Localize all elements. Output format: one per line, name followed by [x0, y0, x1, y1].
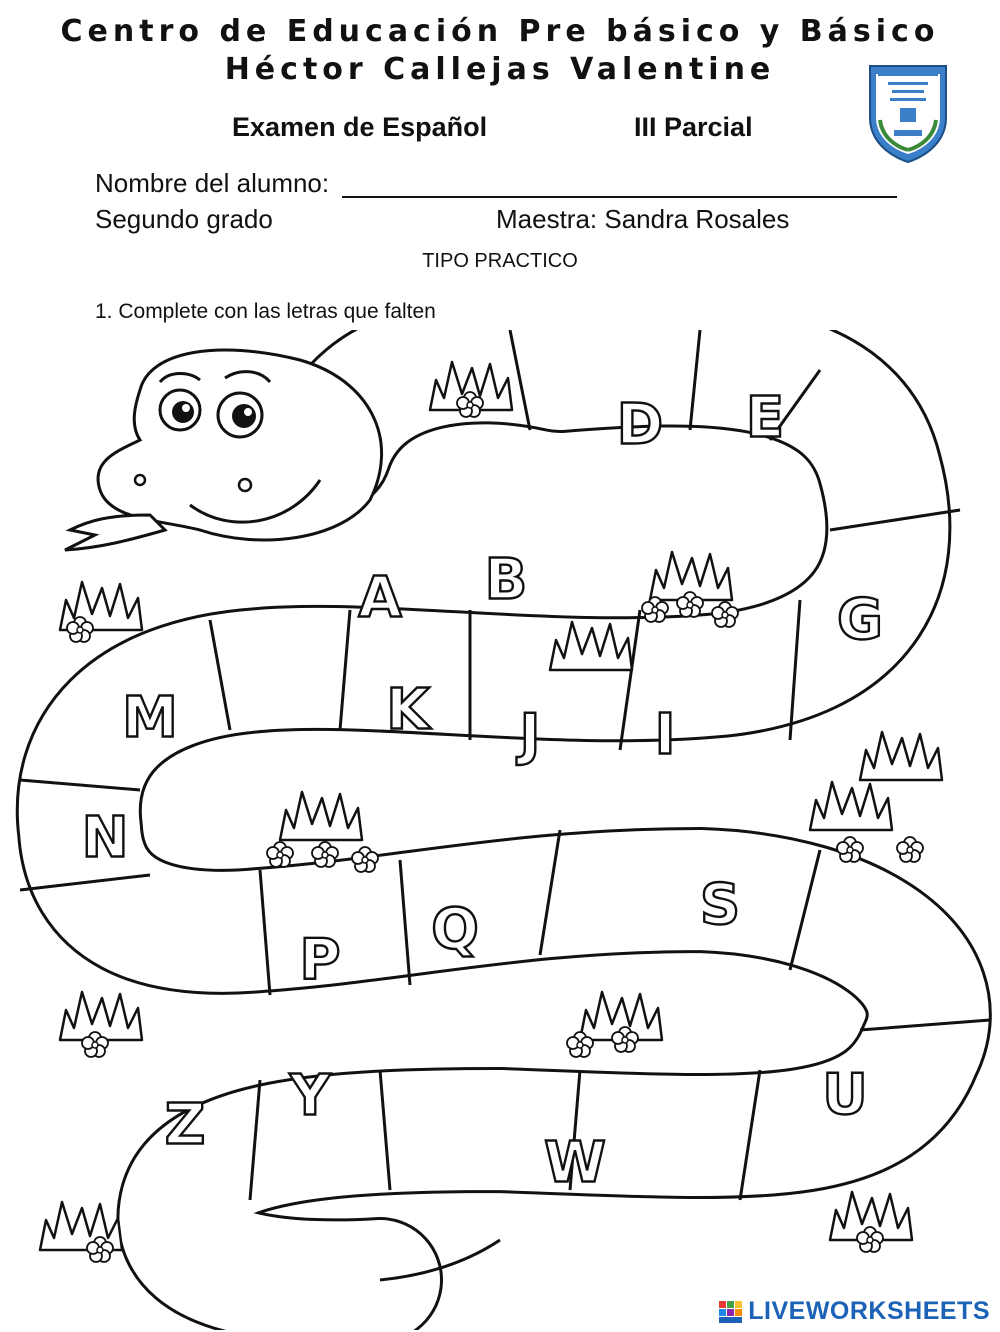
- snake-letter-m: M: [122, 685, 178, 751]
- instruction-item-1: 1. Complete con las letras que falten: [95, 300, 436, 323]
- student-name-label: Nombre del alumno:: [95, 168, 330, 198]
- exam-title: Examen de Español: [232, 112, 488, 142]
- exam-partial: III Parcial: [634, 112, 753, 142]
- snake-letter-q: Q: [431, 897, 479, 963]
- school-emblem-icon: [864, 60, 952, 164]
- footer-brand-bar: [718, 1297, 990, 1326]
- snake-letter-z: Z: [164, 1092, 206, 1158]
- type-label: TIPO PRACTICO: [422, 250, 578, 272]
- snake-letter-k: K: [386, 677, 430, 743]
- grade-label: Segundo grado: [95, 204, 273, 234]
- snake-letter-b: B: [484, 547, 528, 613]
- snake-letter-s: S: [699, 872, 741, 938]
- student-name-field[interactable]: [342, 196, 897, 198]
- snake-letter-e: E: [745, 385, 785, 451]
- snake-letter-d: D: [616, 392, 664, 458]
- snake-letter-w: W: [544, 1130, 606, 1196]
- snake-letter-y: Y: [289, 1063, 331, 1129]
- snake-letter-j: J: [519, 702, 541, 768]
- snake-letter-g: G: [837, 587, 883, 653]
- snake-head-icon: [65, 350, 382, 550]
- school-name-line1: Centro de Educación Pre básico y Básico: [60, 14, 940, 49]
- snake-letter-p: P: [299, 927, 341, 993]
- school-name-line2: Héctor Callejas Valentine: [224, 52, 776, 87]
- liveworksheets-logo-icon: [718, 1299, 744, 1325]
- snake-illustration: [0, 330, 1000, 1330]
- footer-brand-text: LIVEWORKSHEETS: [748, 1297, 990, 1325]
- snake-letter-u: U: [822, 1062, 868, 1128]
- snake-letter-n: N: [81, 805, 129, 871]
- snake-letter-a: A: [358, 565, 402, 631]
- snake-letter-i: I: [654, 702, 676, 768]
- teacher-label: Maestra: Sandra Rosales: [496, 204, 790, 234]
